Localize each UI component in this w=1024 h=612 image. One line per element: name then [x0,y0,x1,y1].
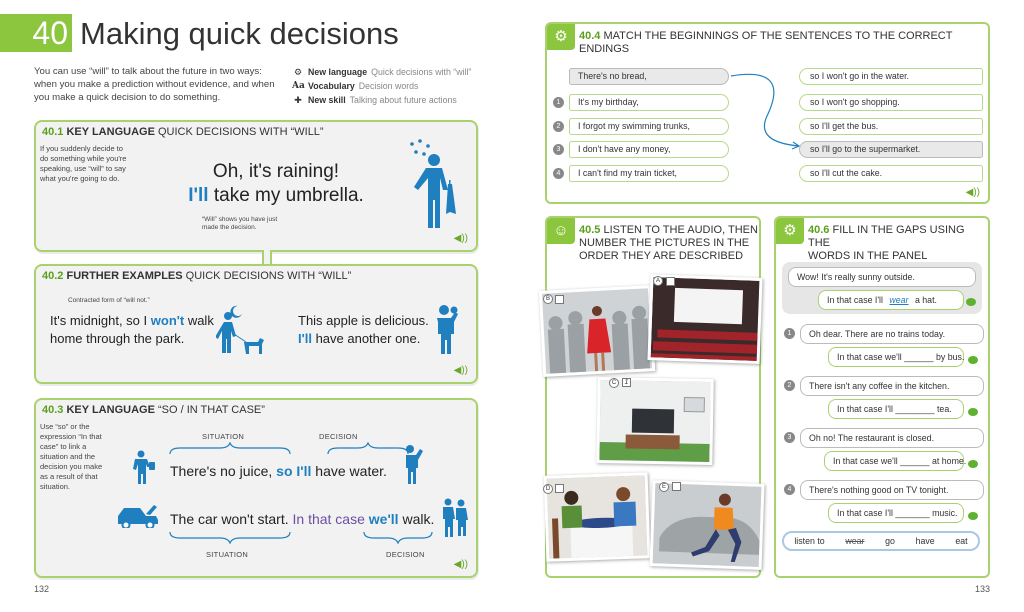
cinema-illustration [650,277,762,364]
photo-a-cinema [648,274,763,364]
listen-head-icon: ☺ [547,218,575,244]
word-option-used[interactable]: wear [845,536,865,546]
word-option[interactable]: have [915,536,935,546]
answer-box-e[interactable] [672,482,681,491]
man-walking-dog-icon [216,304,266,356]
panel-40-6: ⚙ 40.6 FILL IN THE GAPS USING THE WORDS IN THE PANEL Wow! It's really sunny outside. In that case I'll wear a hat. 1 Oh dear. There are no trains today. In that case we'll ______ by bus. 2 There isn't any coffee in the kitchen. In that case I'll ________ tea. 3 Oh no! The restaurant is closed. In that case we'll ______ at home. 4 There's nothing good on TV tonight. In that case I'll _______ music. [774,216,990,578]
speech-bubble-icon [968,356,978,364]
aa-icon: Aa [292,81,305,91]
photo-e-man-running [650,480,765,570]
man-drinking-icon [400,444,424,486]
match-right-4[interactable]: so I'll cut the cake. [799,165,983,182]
audio-icon[interactable]: ◀)) [453,233,468,244]
example-answer: In that case I'll wear a hat. [818,290,964,310]
gears-icon: ⚙ [293,67,303,77]
match-right-3[interactable]: so I'll go to the supermarket. [799,141,983,158]
intro-text: You can use “will” to talk about the future in two ways: when you make a prediction without evidence, and when you make a quick decision to do something. [34,66,275,103]
meta-new-language: ⚙ New language Quick decisions with “will” [293,67,472,77]
match-right-2[interactable]: so I'll get the bus. [799,118,983,135]
answer-box-a[interactable] [666,277,675,286]
answer-1[interactable]: In that case we'll ______ by bus. [828,347,964,367]
example-sentence: Oh, it's raining! I'll take my umbrella. [188,161,364,206]
panel-40-1: 40.1 KEY LANGUAGE QUICK DECISIONS WITH “WILL” If you suddenly decide to do something while you're speaking, use “will” to say what you're going to do. Oh, it's raining! I'll take my umbrella. “Will” shows you have just made the decision. ◀)) [34,120,478,252]
page-title: Making quick decisions [80,16,399,51]
match-right-0[interactable]: so I won't go in the water. [799,68,983,85]
word-option[interactable]: eat [955,536,968,546]
answer-4[interactable]: In that case I'll _______ music. [828,503,964,523]
broken-car-icon [116,504,162,528]
example-apple: This apple is delicious. I'll have another one. [298,313,429,346]
match-left-3[interactable]: I don't have any money, [569,141,729,158]
audio-icon[interactable]: ◀)) [453,365,468,376]
brace-bottom [168,530,448,544]
answer-box-d[interactable] [555,484,564,493]
puzzle-icon: ✚ [294,95,302,105]
running-illustration [652,483,764,570]
audio-icon[interactable]: ◀)) [965,187,980,198]
man-eating-apple-icon [432,304,462,356]
panel-40-2: 40.2 FURTHER EXAMPLES QUICK DECISIONS WITH “WILL” Contracted form of “will not.” It's midnight, so I won't walk home through the park. This apple is delicious. I'll have another one. ◀)) [34,264,478,384]
audio-icon[interactable]: ◀)) [453,559,468,570]
brace-top [168,442,418,456]
word-panel [782,531,980,551]
side-note: Use “so” or the expression “In that case” to link a situation and the decision you make as a result of that situation. [40,422,103,491]
answer-2[interactable]: In that case I'll ________ tea. [828,399,964,419]
speech-bubble-icon [968,408,978,416]
meta-vocabulary: Aa Vocabulary Decision words [292,81,419,91]
example-question: Wow! It's really sunny outside. [788,267,976,287]
page-number-right: 133 [975,584,991,594]
answer-3[interactable]: In that case we'll ______ at home. [824,451,964,471]
word-option[interactable]: listen to [794,536,825,546]
side-note: If you suddenly decide to do something while you're speaking, use “will” to say what you're going to do. [40,144,127,183]
word-option[interactable]: go [885,536,895,546]
question-4: There's nothing good on TV tonight. [800,480,984,500]
example-car: The car won't start. In that case we'll walk. [170,511,435,527]
match-example-line [729,72,801,152]
exercise-gear-icon: ⚙ [776,218,804,244]
speech-bubble-icon [968,460,978,468]
question-2: There isn't any coffee in the kitchen. [800,376,984,396]
woman-fridge-icon [132,450,158,488]
question-1: Oh dear. There are no trains today. [800,324,984,344]
panel-40-4: ⚙ 40.4 MATCH THE BEGINNINGS OF THE SENTENCES TO THE CORRECT ENDINGS There's no bread, 1 It's my birthday, 2 I forgot my swimming trunks, 3 I don't have any money, 4 I can't find my train ticket, so I won't go in the water. so I won't go shopping. so I'll get the bus. so I'll go to the supermarket. so I'll cut the cake. ◀)) [545,22,990,204]
match-left-0[interactable]: There's no bread, [569,68,729,85]
example-juice: There's no juice, so I'll have water. [170,463,387,479]
question-3: Oh no! The restaurant is closed. [800,428,984,448]
match-right-1[interactable]: so I won't go shopping. [799,94,983,111]
page-number-left: 132 [34,584,50,594]
man-umbrella-icon [404,138,464,230]
panel-40-3: 40.3 KEY LANGUAGE “SO / IN THAT CASE” Use “so” or the expression “In that case” to link a situation and the decision you make as a result of that situation. SITUATION DECISION There's no juice, so I'll have water. The car won't start. In that case we'll walk. SITUATION DECISION ◀)) [34,398,478,578]
speech-bubble-icon [966,298,976,306]
unit-meta [292,65,471,107]
example-midnight: It's midnight, so I won't walk home through the park. [50,313,214,346]
tv-room-illustration [599,380,714,465]
meta-new-skill: ✚ New skill Talking about future actions [292,93,471,107]
match-left-2[interactable]: I forgot my swimming trunks, [569,118,729,135]
will-note: “Will” shows you have just made the decision. [202,216,278,231]
exercise-gear-icon: ⚙ [547,24,575,50]
answer-box-c[interactable]: 1 [622,378,631,387]
match-left-1[interactable]: It's my birthday, [569,94,729,111]
answer-box-b[interactable] [555,295,564,304]
photo-c-tv-room [596,377,713,465]
unit-number-badge: 40 [0,14,72,52]
match-left-4[interactable]: I can't find my train ticket, [569,165,729,182]
speech-bubble-icon [968,512,978,520]
contracted-note: Contracted form of “will not.” [68,297,150,304]
panel-40-5: ☺ 40.5 LISTEN TO THE AUDIO, THEN NUMBER THE PICTURES IN THE ORDER THEY ARE DESCRIBED B A C 1 D E [545,216,761,578]
